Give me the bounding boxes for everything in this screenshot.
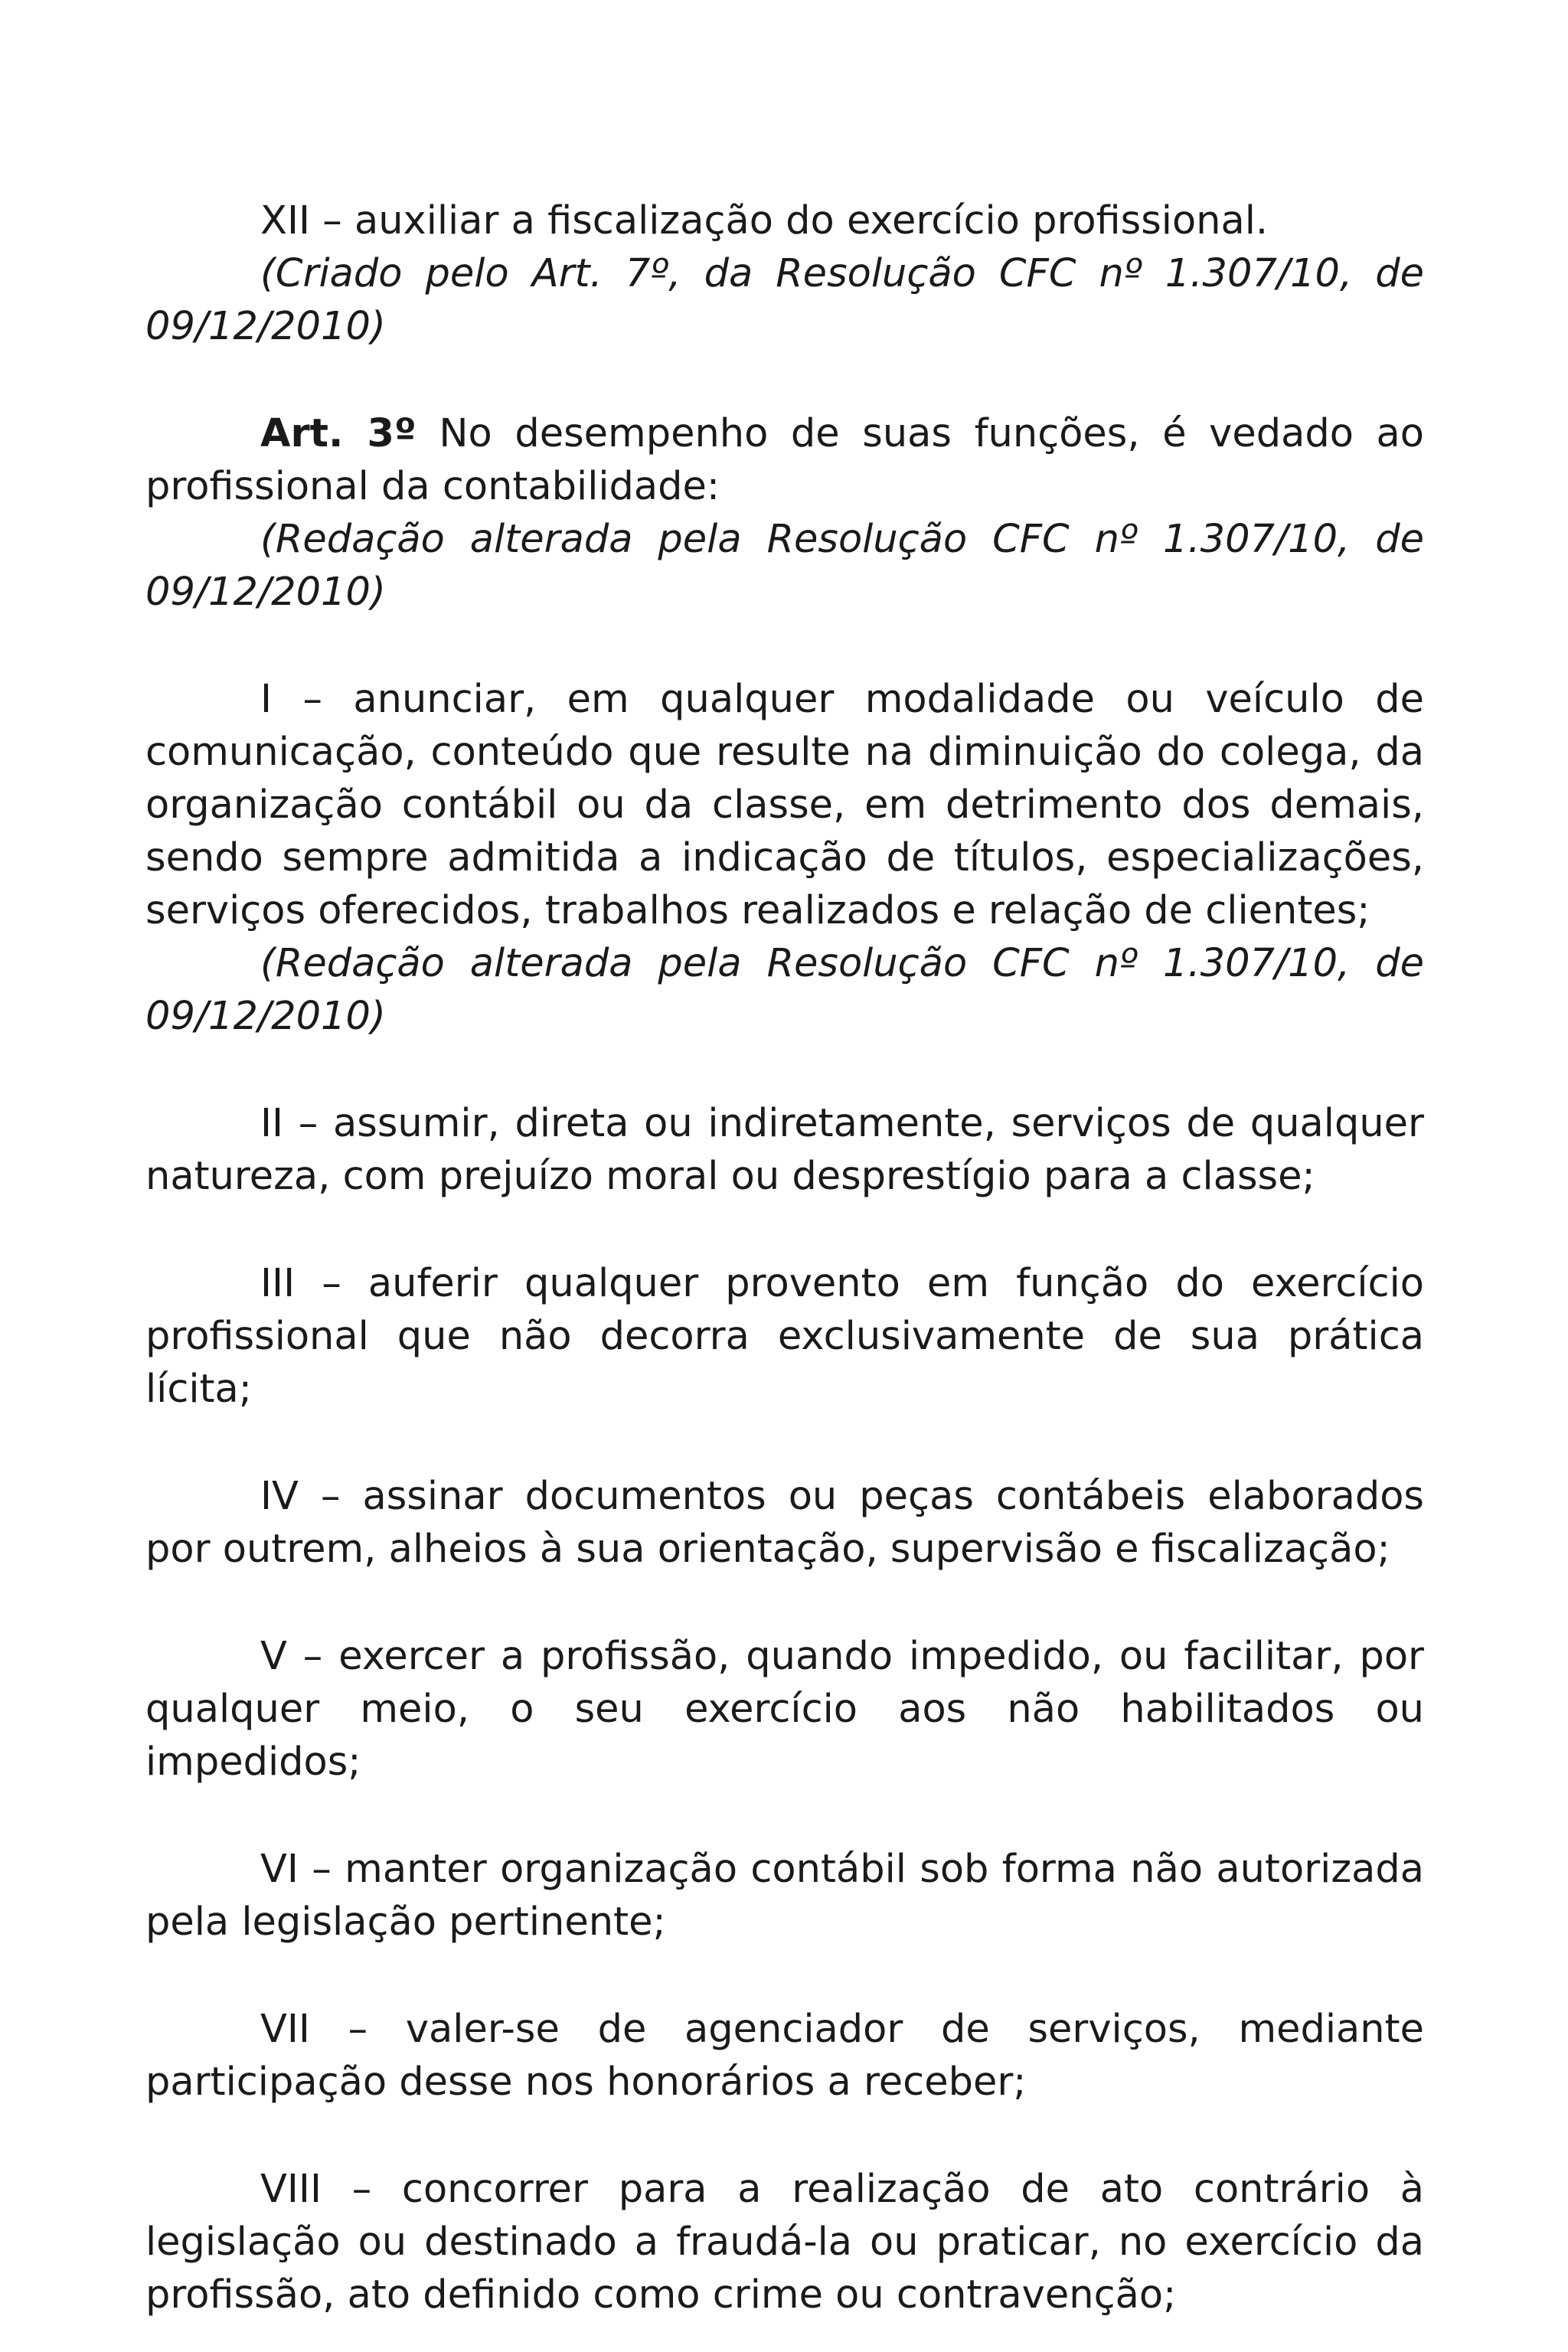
paragraph-iii: III – auferir qualquer provento em função do exercício profissional que não decorra exclusivamente de sua prática lícita; <box>145 1261 1424 1412</box>
paragraph-spacer <box>145 1576 1424 1630</box>
article-label: Art. 3º <box>260 411 416 456</box>
paragraph-iv: IV – assinar documentos ou peças contábeis elaborados por outrem, alheios à sua orientação, supervisão e fiscalização; <box>145 1474 1424 1572</box>
paragraph-spacer <box>145 1043 1424 1097</box>
paragraph-vi: VI – manter organização contábil sob forma não autorizada pela legislação pertinente; <box>145 1847 1424 1945</box>
paragraph-spacer <box>145 2109 1424 2163</box>
amendment-note: (Redação alterada pela Resolução CFC nº 1.307/10, de 09/12/2010) <box>145 517 1424 615</box>
amendment-note: (Criado pelo Art. 7º, da Resolução CFC nº 1.307/10, de 09/12/2010) <box>145 251 1424 349</box>
paragraph-spacer <box>145 1788 1424 1843</box>
paragraph-i: I – anunciar, em qualquer modalidade ou veículo de comunicação, conteúdo que resulte na diminuição do colega, da organização contábil ou da classe, em detrimento dos demais, sendo sempre admitida a indicação de títulos, especializações, serviços oferecidos, trabalhos realizados e relação de clientes; <box>145 677 1424 933</box>
paragraph-vii: VII – valer-se de agenciador de serviços, mediante participação desse nos honorários a receber; <box>145 2007 1424 2105</box>
article-3-heading <box>145 407 1424 513</box>
paragraph-viii: VIII – concorrer para a realização de ato contrário à legislação ou destinado a fraudá-la ou praticar, no exercício da profissão, ato definido como crime ou contravenção; <box>145 2167 1424 2318</box>
paragraph-v: V – exercer a profissão, quando impedido, ou facilitar, por qualquer meio, o seu exercício aos não habilitados ou impedidos; <box>145 1634 1424 1785</box>
article-text: No desempenho de suas funções, é vedado ao profissional da contabilidade: <box>145 411 1424 509</box>
paragraph-spacer <box>145 353 1424 407</box>
paragraph-spacer <box>145 1949 1424 2003</box>
document-page <box>145 194 1424 2321</box>
paragraph-xii: XII – auxiliar a fiscalização do exercício profissional. <box>260 198 1269 243</box>
paragraph-spacer <box>145 619 1424 673</box>
paragraph-ii: II – assumir, direta ou indiretamente, serviços de qualquer natureza, com prejuízo moral ou desprestígio para a classe; <box>145 1101 1424 1199</box>
paragraph-spacer <box>145 1203 1424 1257</box>
paragraph-spacer <box>145 1416 1424 1470</box>
amendment-note: (Redação alterada pela Resolução CFC nº 1.307/10, de 09/12/2010) <box>145 941 1424 1039</box>
